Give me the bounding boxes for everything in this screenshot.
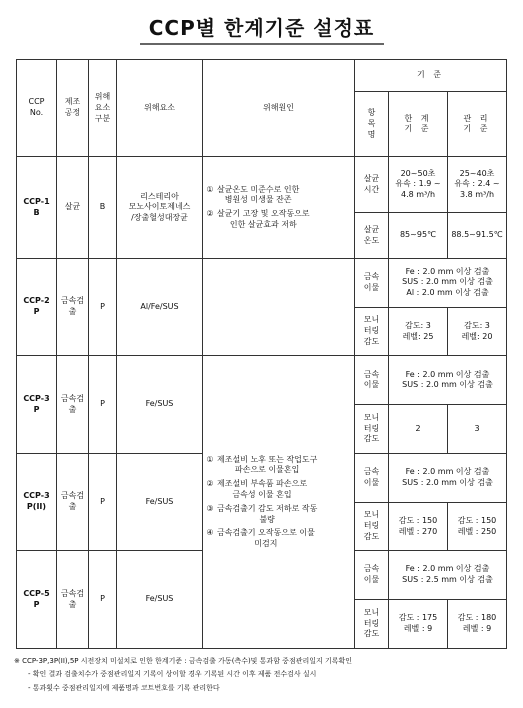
- header-process: 제조 공정: [57, 60, 89, 157]
- hazard-type: P: [89, 356, 117, 453]
- table-row: [17, 157, 507, 213]
- footnote-line: - 확인 결과 검출치수가 중점관리일지 기록이 상이할 경우 기록된 시간 이후 제품 전수검사 실시: [28, 670, 317, 679]
- criteria-item: 금속 이물: [355, 453, 389, 502]
- header-hazard-type: 위해 요소 구분: [89, 60, 117, 157]
- limit-value: 감도 : 150 레벨 : 270: [389, 502, 448, 551]
- ccp-no: CCP-1 B: [17, 157, 57, 259]
- hazard: 리스테리아 모노사이토제네스 /장출혈성대장균: [117, 157, 203, 259]
- criteria-item: 금속 이물: [355, 551, 389, 600]
- header-limit: 한 계 기 준: [389, 92, 448, 157]
- criteria-item: 살균 온도: [355, 213, 389, 259]
- process: 금속검 출: [57, 453, 89, 550]
- limit-value: Fe : 2.0 mm 이상 검출 SUS : 2.5 mm 이상 검출: [389, 551, 507, 600]
- criteria-item: 모니 터링 감도: [355, 502, 389, 551]
- header-manage: 관 리 기 준: [448, 92, 507, 157]
- cause: ① 살균온도 미준수로 인한 병원성 미생물 잔존 ② 살균기 고장 및 오작동으로 인한 살균효과 저하: [203, 157, 355, 259]
- manage-value: 감도: 3 레벨: 20: [448, 307, 507, 356]
- criteria-item: 모니 터링 감도: [355, 600, 389, 649]
- criteria-item: 금속 이물: [355, 356, 389, 405]
- hazard-type: B: [89, 157, 117, 259]
- ccp-no: CCP-5 P: [17, 551, 57, 649]
- process: 살균: [57, 157, 89, 259]
- cause-empty: [203, 259, 355, 356]
- limit-value: 감도: 3 레벨: 25: [389, 307, 448, 356]
- hazard-type: P: [89, 453, 117, 550]
- manage-value: 감도 : 180 레벨 : 9: [448, 600, 507, 649]
- limit-value: Fe : 2.0 mm 이상 검출 SUS : 2.0 mm 이상 검출: [389, 453, 507, 502]
- limit-value: Fe : 2.0 mm 이상 검출 SUS : 2.0 mm 이상 검출 Al : 2.0 mm 이상 검출: [389, 259, 507, 308]
- header-criteria: 기 준: [355, 60, 507, 92]
- hazard: Al/Fe/SUS: [117, 259, 203, 356]
- criteria-item: 살균 시간: [355, 157, 389, 213]
- manage-value: 감도 : 150 레벨 : 250: [448, 502, 507, 551]
- hazard-type: P: [89, 259, 117, 356]
- ccp-no: CCP-3 P(II): [17, 453, 57, 550]
- ccp-no: CCP-3 P: [17, 356, 57, 453]
- footnote: [14, 655, 514, 695]
- table-row: [17, 356, 507, 405]
- header-hazard: 위해요소: [117, 60, 203, 157]
- hazard-type: P: [89, 551, 117, 649]
- criteria-item: 금속 이물: [355, 259, 389, 308]
- limit-value: 2: [389, 405, 448, 454]
- hazard: Fe/SUS: [117, 551, 203, 649]
- footnote-line: - 통과횟수 중점관리일지에 제품명과 코트번호를 기록 관리한다: [28, 683, 220, 692]
- process: 금속검 출: [57, 356, 89, 453]
- header-item: 항 목 명: [355, 92, 389, 157]
- manage-value: 3: [448, 405, 507, 454]
- limit-value: 85~95℃: [389, 213, 448, 259]
- cause: ① 제조설비 노후 또는 작업도구 파손으로 이물혼입 ② 제조설비 부속품 파손으로 금속성 이물 혼입 ③ 금속검출기 감도 저하로 작동 불량 ④ 금속검출기 오작동으로 이물 미검지: [203, 356, 355, 649]
- hazard: Fe/SUS: [117, 453, 203, 550]
- title-underline: [140, 43, 384, 45]
- header-cause: 위해원인: [203, 60, 355, 157]
- limit-value: 감도 : 175 레벨 : 9: [389, 600, 448, 649]
- limit-value: Fe : 2.0 mm 이상 검출 SUS : 2.0 mm 이상 검출: [389, 356, 507, 405]
- process: 금속검 출: [57, 551, 89, 649]
- footnote-line: ※ CCP-3P,3P(II),5P 시전장치 미설치로 인한 한계기준 : 금속검출 가동(측수)및 통과함 중점관리일지 기록확인: [14, 657, 353, 665]
- page-title: CCP별 한계기준 설정표: [148, 16, 375, 40]
- table-row: [17, 259, 507, 308]
- ccp-no: CCP-2 P: [17, 259, 57, 356]
- manage-value: 25~40초 유속 : 2.4 ~ 3.8 m³/h: [448, 157, 507, 213]
- criteria-item: 모니 터링 감도: [355, 405, 389, 454]
- manage-value: 88.5~91.5℃: [448, 213, 507, 259]
- header-ccp-no: CCP No.: [17, 60, 57, 157]
- ccp-table: [16, 59, 507, 649]
- hazard: Fe/SUS: [117, 356, 203, 453]
- criteria-item: 모니 터링 감도: [355, 307, 389, 356]
- limit-value: 20~50초 유속 : 1.9 ~ 4.8 m³/h: [389, 157, 448, 213]
- process: 금속검 출: [57, 259, 89, 356]
